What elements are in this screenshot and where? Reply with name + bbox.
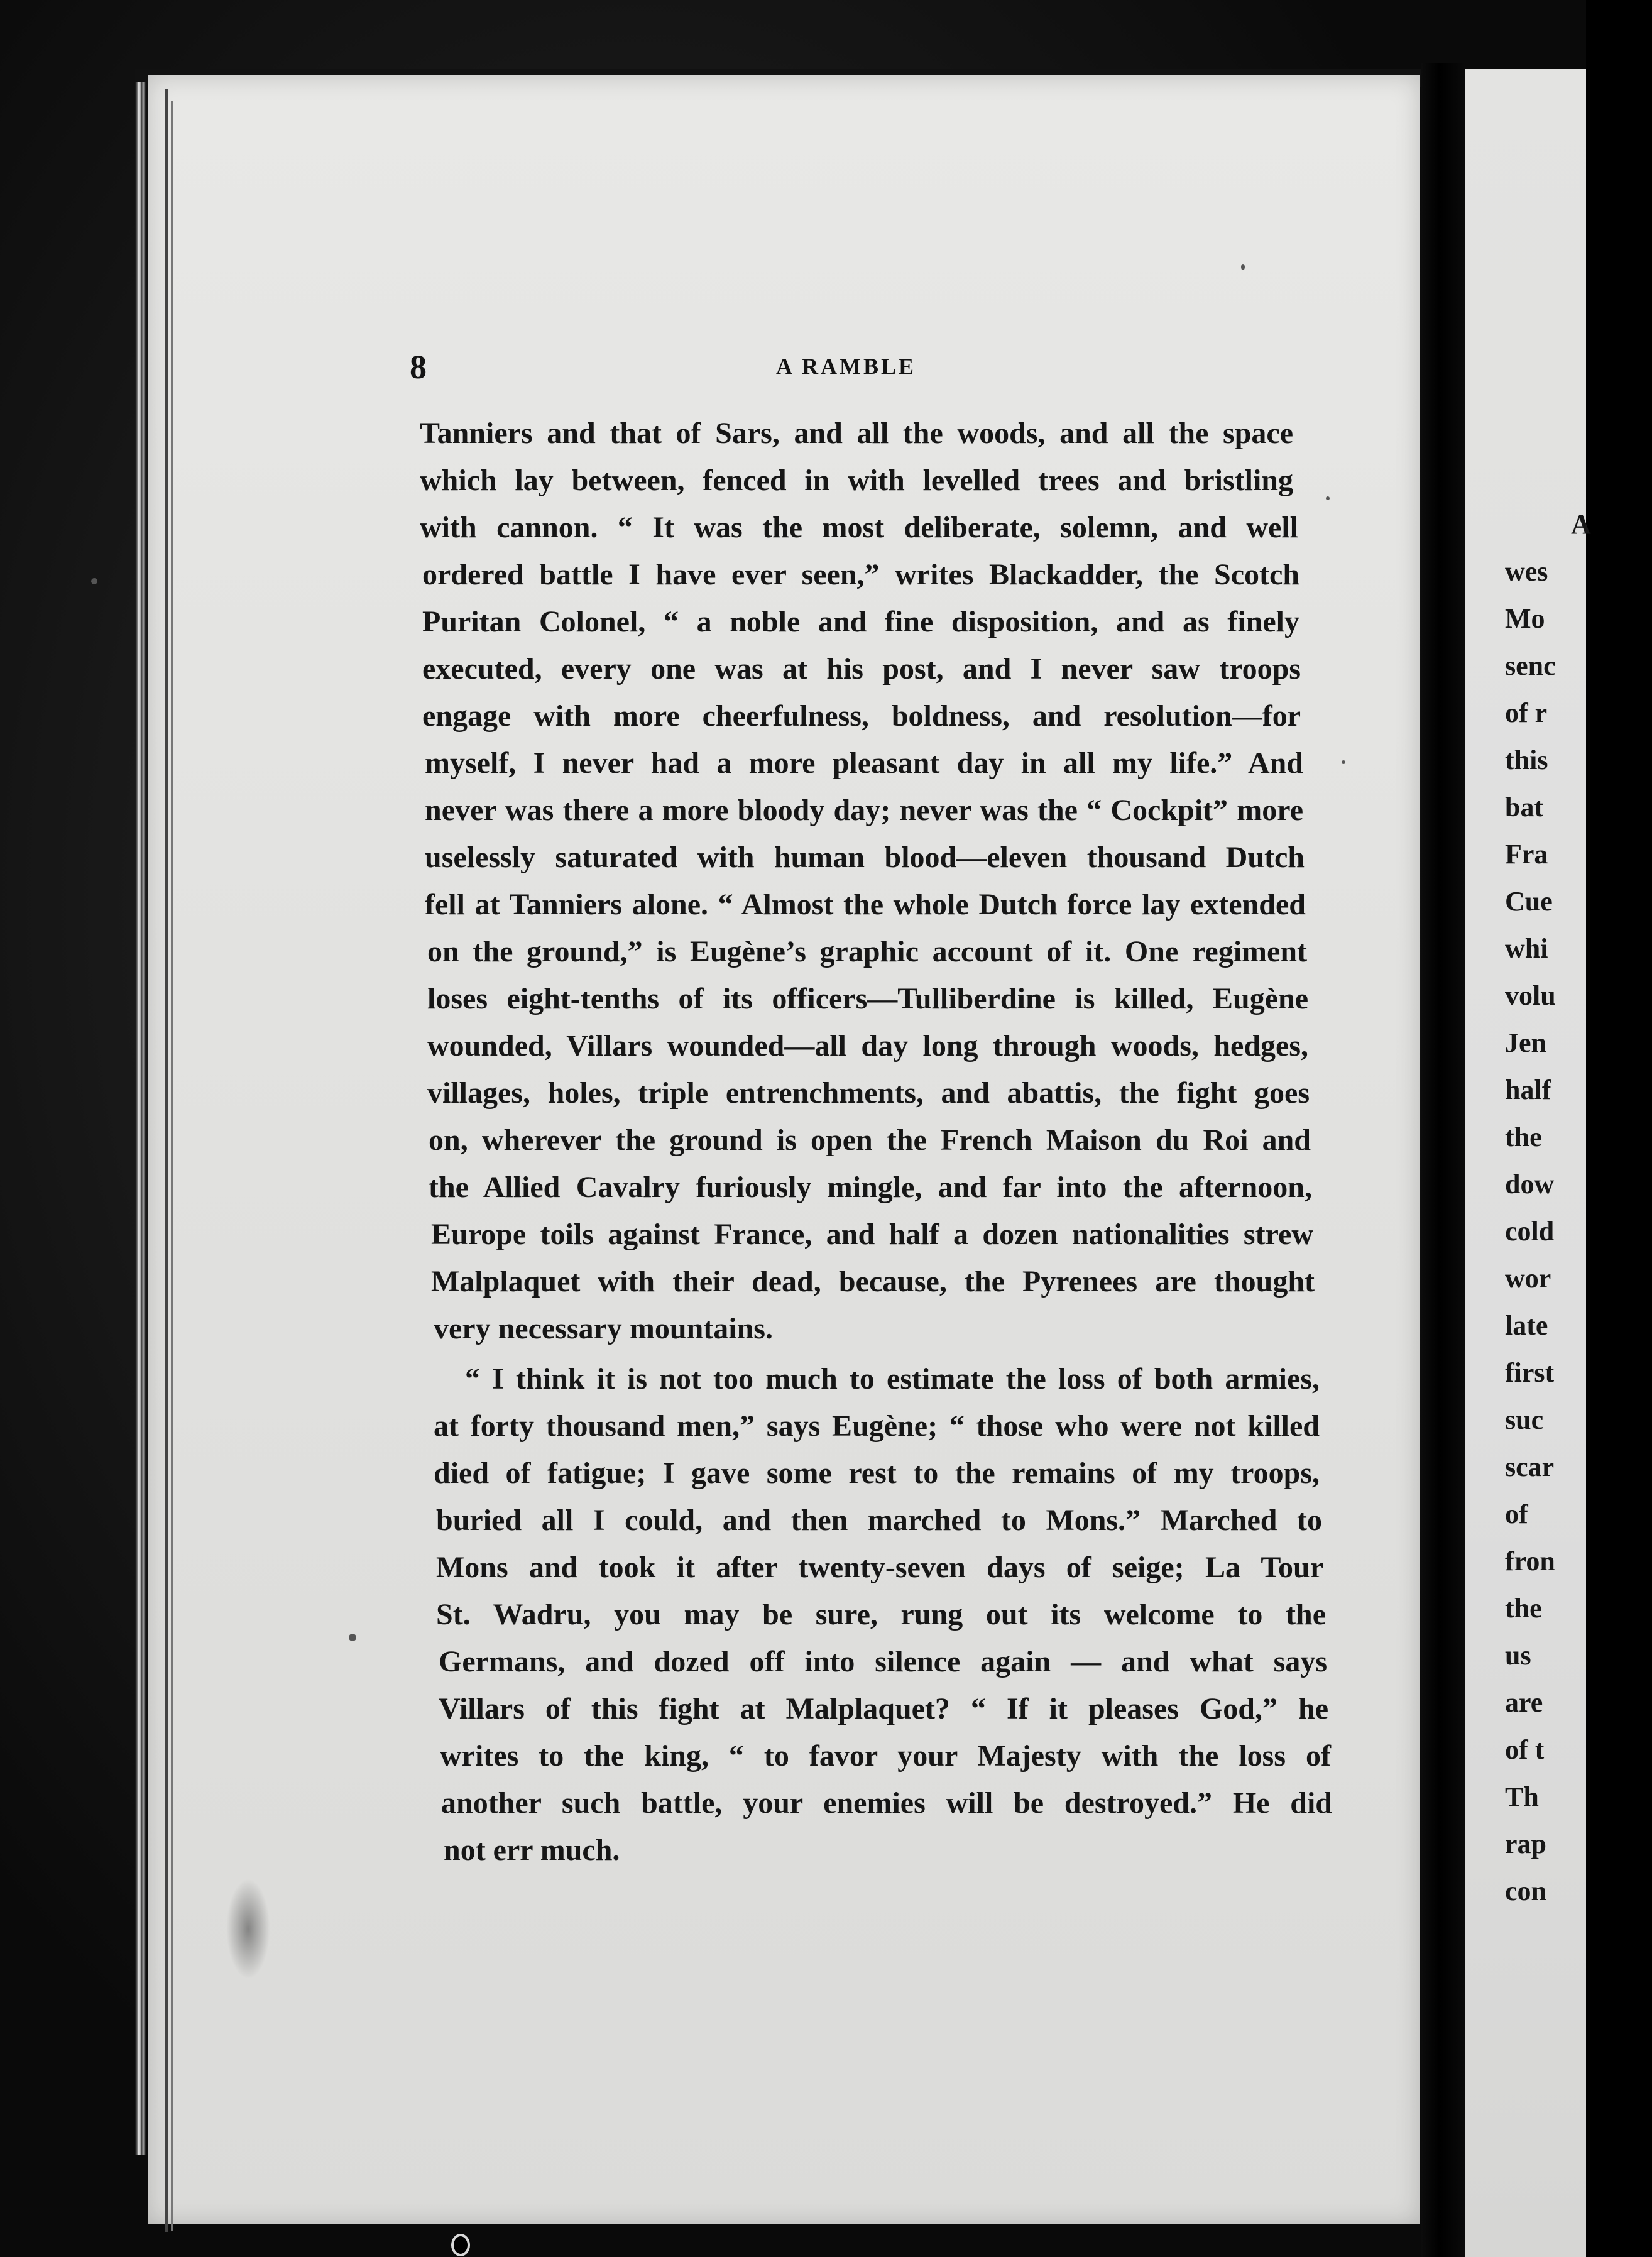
right-page-fragment: first — [1505, 1357, 1555, 1388]
text-line: wounded, Villars wounded—all day long through woods, hedges, — [427, 1029, 1308, 1063]
text-line: Mons and took it after twenty-seven days of seige; La Tour — [436, 1551, 1323, 1584]
right-page-fragment: rap — [1505, 1828, 1546, 1859]
right-page-fragment: volu — [1505, 980, 1556, 1011]
right-page-fragment: late — [1505, 1310, 1548, 1341]
right-page-fragment: us — [1505, 1640, 1531, 1671]
right-page-fragment: Jen — [1505, 1027, 1546, 1058]
text-line: uselessly saturated with human blood—eleven thousand Dutch — [425, 841, 1305, 874]
running-head: A RAMBLE — [776, 354, 917, 379]
right-page-fragment: fron — [1505, 1546, 1555, 1577]
page-number: 8 — [410, 348, 427, 386]
right-page-fragment: half — [1505, 1074, 1551, 1105]
text-line: Malplaquet with their dead, because, the Pyrenees are thought — [431, 1265, 1315, 1298]
text-line: at forty thousand men,” says Eugène; “ those who were not killed — [434, 1409, 1320, 1443]
text-line: executed, every one was at his post, and I never saw troops — [422, 652, 1301, 686]
dust-speck — [349, 1634, 356, 1641]
text-line: very necessary mountains. — [434, 1312, 773, 1345]
text-line: not err much. — [444, 1833, 620, 1867]
page-edge-line — [171, 101, 173, 2231]
text-line: which lay between, fenced in with levelled trees and bristling — [420, 464, 1293, 497]
text-line: never was there a more bloody day; never was the “ Cockpit” more — [425, 794, 1303, 827]
right-page-fragment: bat — [1505, 792, 1544, 822]
right-page-fragment: Mo — [1505, 603, 1545, 634]
text-line: Germans, and dozed off into silence again — and what says — [439, 1645, 1327, 1678]
right-page-fragment: con — [1505, 1876, 1546, 1906]
text-line: another such battle, your enemies will be destroyed.” He did — [441, 1786, 1332, 1820]
right-page-fragment: A — [1571, 509, 1591, 540]
text-line: Tanniers and that of Sars, and all the woods, and all the space — [420, 417, 1293, 450]
text-line: on the ground,” is Eugène’s graphic account of it. One regiment — [427, 935, 1307, 968]
text-line: Villars of this fight at Malplaquet? “ If it pleases God,” he — [439, 1692, 1328, 1725]
right-page-fragment: cold — [1505, 1216, 1555, 1247]
right-page-fragment: senc — [1505, 650, 1556, 681]
page-edge-line — [165, 89, 168, 2232]
right-page-fragment: the — [1505, 1593, 1542, 1624]
right-page-fragment: wor — [1505, 1263, 1551, 1294]
dust-speck — [1326, 496, 1330, 500]
text-line: ordered battle I have ever seen,” writes Blackadder, the Scotch — [422, 558, 1299, 591]
text-line: “ I think it is not too much to estimate the loss of both armies, — [465, 1362, 1320, 1396]
page-smudge — [226, 1879, 270, 1979]
text-line: fell at Tanniers alone. “ Almost the whole Dutch force lay extended — [425, 888, 1306, 921]
right-page-fragment: this — [1505, 745, 1548, 775]
right-page-fragment: whi — [1505, 933, 1548, 964]
right-page-fragment: are — [1505, 1687, 1543, 1718]
dust-speck — [1342, 760, 1345, 764]
right-page-fragment: suc — [1505, 1404, 1544, 1435]
text-line: died of fatigue; I gave some rest to the remains of my troops, — [434, 1456, 1320, 1490]
right-page-fragment: of r — [1505, 697, 1548, 728]
book-gutter — [1421, 63, 1465, 2257]
right-page — [1465, 69, 1586, 2257]
text-line: loses eight-tenths of its officers—Tulliberdine is killed, Eugène — [427, 982, 1308, 1015]
text-line: the Allied Cavalry furiously mingle, and far into the afternoon, — [429, 1171, 1312, 1204]
right-page-fragment: the — [1505, 1122, 1542, 1152]
text-line: myself, I never had a more pleasant day in all my life.” And — [425, 746, 1303, 780]
right-page-fragment: Cue — [1505, 886, 1553, 917]
text-line: Europe toils against France, and half a dozen nationalities strew — [431, 1218, 1313, 1251]
right-page-fragment: dow — [1505, 1169, 1555, 1200]
binding-hole — [451, 2234, 470, 2256]
text-line: writes to the king, “ to favor your Majesty with the loss of — [440, 1739, 1331, 1773]
right-page-fragment: Th — [1505, 1781, 1539, 1812]
text-line: Puritan Colonel, “ a noble and fine disposition, and as finely — [422, 605, 1299, 638]
text-line: engage with more cheerfulness, boldness, and resolution—for — [422, 699, 1301, 733]
page-edge-stack — [135, 82, 146, 2155]
text-line: on, wherever the ground is open the French Maison du Roi and — [429, 1123, 1311, 1157]
right-page-fragment: of t — [1505, 1734, 1545, 1765]
right-page-fragment: of — [1505, 1499, 1528, 1529]
dust-speck — [91, 578, 97, 584]
text-line: St. Wadru, you may be sure, rung out its welcome to the — [436, 1598, 1326, 1631]
text-line: with cannon. “ It was the most deliberate, solemn, and well — [420, 511, 1298, 544]
right-page-fragment: Fra — [1505, 839, 1548, 870]
right-page-fragment: wes — [1505, 556, 1548, 587]
text-line: villages, holes, triple entrenchments, and abattis, the fight goes — [427, 1076, 1310, 1110]
right-page-fragment: scar — [1505, 1451, 1555, 1482]
dust-speck — [1241, 264, 1245, 270]
text-line: buried all I could, and then marched to Mons.” Marched to — [436, 1504, 1322, 1537]
